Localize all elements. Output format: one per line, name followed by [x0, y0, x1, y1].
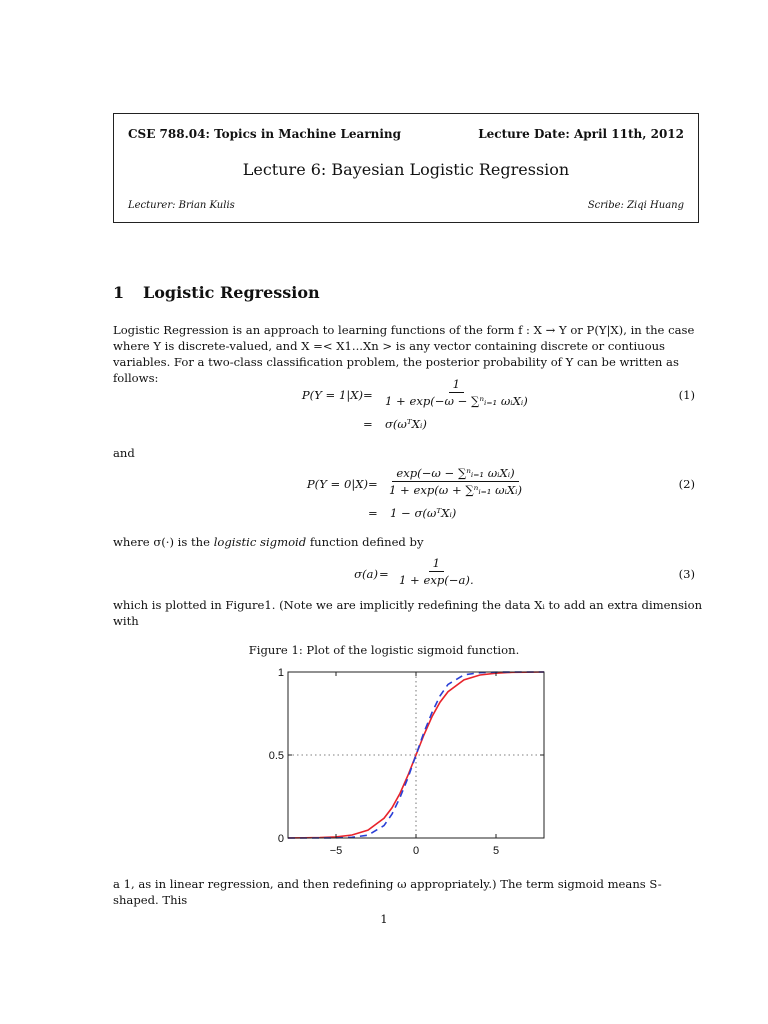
eq2-denominator: 1 + exp(ω + ∑ⁿᵢ₌₁ ωᵢXᵢ) — [389, 483, 522, 497]
where-text — [113, 534, 703, 550]
lecture-header-box — [113, 113, 699, 223]
section-number: 1 — [113, 283, 125, 302]
eq2-line2: 1 − σ(ωᵀXᵢ) — [390, 506, 457, 520]
y-tick-label: 1 — [277, 667, 284, 679]
eq3-numerator: 1 — [429, 556, 444, 572]
header-top-row — [128, 127, 684, 141]
paragraph-intro: Logistic Regression is an approach to learning functions of the form f : X → Y or P(Y|X), in the case where Y is discrete-valued, and X =< X1...Xn > is any vector containing discrete or contiuous variables. For a two-class classification problem, the posterior probability of Y can be written as follows: — [113, 323, 695, 385]
lecturer: Lecturer: Brian Kulis — [128, 200, 235, 211]
course-title: CSE 788.04: Topics in Machine Learning — [128, 127, 402, 141]
figure-caption: Figure 1: Plot of the logistic sigmoid function. — [248, 643, 520, 657]
eq3-number: (3) — [678, 567, 695, 581]
eq2-lhs: P(Y = 0|X) — [306, 477, 368, 491]
eq1-equals: = — [363, 388, 373, 402]
eq1-fraction — [381, 377, 532, 408]
x-tick-label: 5 — [492, 845, 500, 857]
paragraph-sigmoid-meaning: a 1, as in linear regression, and then redefining ω appropriately.) The term sigmoid means S-shaped. This — [113, 877, 662, 907]
eq1-lhs: P(Y = 1|X) — [301, 388, 363, 402]
eq1-equals-2: = — [363, 417, 373, 431]
series-line-1 — [288, 672, 544, 838]
eq1-number: (1) — [678, 388, 695, 402]
y-tick-label: 0.5 — [268, 750, 284, 762]
header-bottom-row — [128, 200, 684, 211]
where-text-before: where σ(·) is the — [113, 535, 214, 549]
eq2-numerator: exp(−ω − ∑ⁿᵢ₌₁ ωᵢXᵢ) — [392, 466, 518, 482]
eq1-denominator: 1 + exp(−ω − ∑ⁿᵢ₌₁ ωᵢXᵢ) — [385, 394, 528, 408]
eq3-equals: = — [379, 567, 389, 581]
eq2-equals: = — [368, 477, 378, 491]
section-heading — [113, 283, 320, 302]
where-text-emph: logistic sigmoid — [213, 535, 307, 549]
eq1-numerator: 1 — [449, 377, 464, 393]
x-tick-label: −5 — [329, 845, 343, 857]
paragraph-figure-reference: which is plotted in Figure1. (Note we are implicitly redefining the data Xᵢ to add an extra dimension with — [113, 598, 703, 628]
x-tick-label: 0 — [412, 845, 420, 857]
eq3-fraction — [395, 556, 478, 587]
where-text-after: function defined by — [306, 535, 424, 549]
eq3-lhs: σ(a) — [354, 567, 378, 581]
eq3-denominator: 1 + exp(−a). — [399, 573, 474, 587]
eq1-line2: σ(ωᵀXᵢ) — [385, 417, 427, 431]
eq2-equals-2: = — [368, 506, 378, 520]
eq2-fraction — [385, 466, 526, 497]
sigmoid-plot — [260, 660, 560, 865]
y-tick-label: 0 — [277, 833, 284, 845]
lecture-title: Lecture 6: Bayesian Logistic Regression — [242, 160, 570, 179]
section-title: Logistic Regression — [143, 283, 320, 302]
and-text: and — [113, 446, 135, 460]
scribe: Scribe: Ziqi Huang — [587, 200, 684, 211]
lecture-date: Lecture Date: April 11th, 2012 — [478, 127, 684, 141]
eq2-number: (2) — [678, 477, 695, 491]
page-number: 1 — [380, 912, 388, 926]
